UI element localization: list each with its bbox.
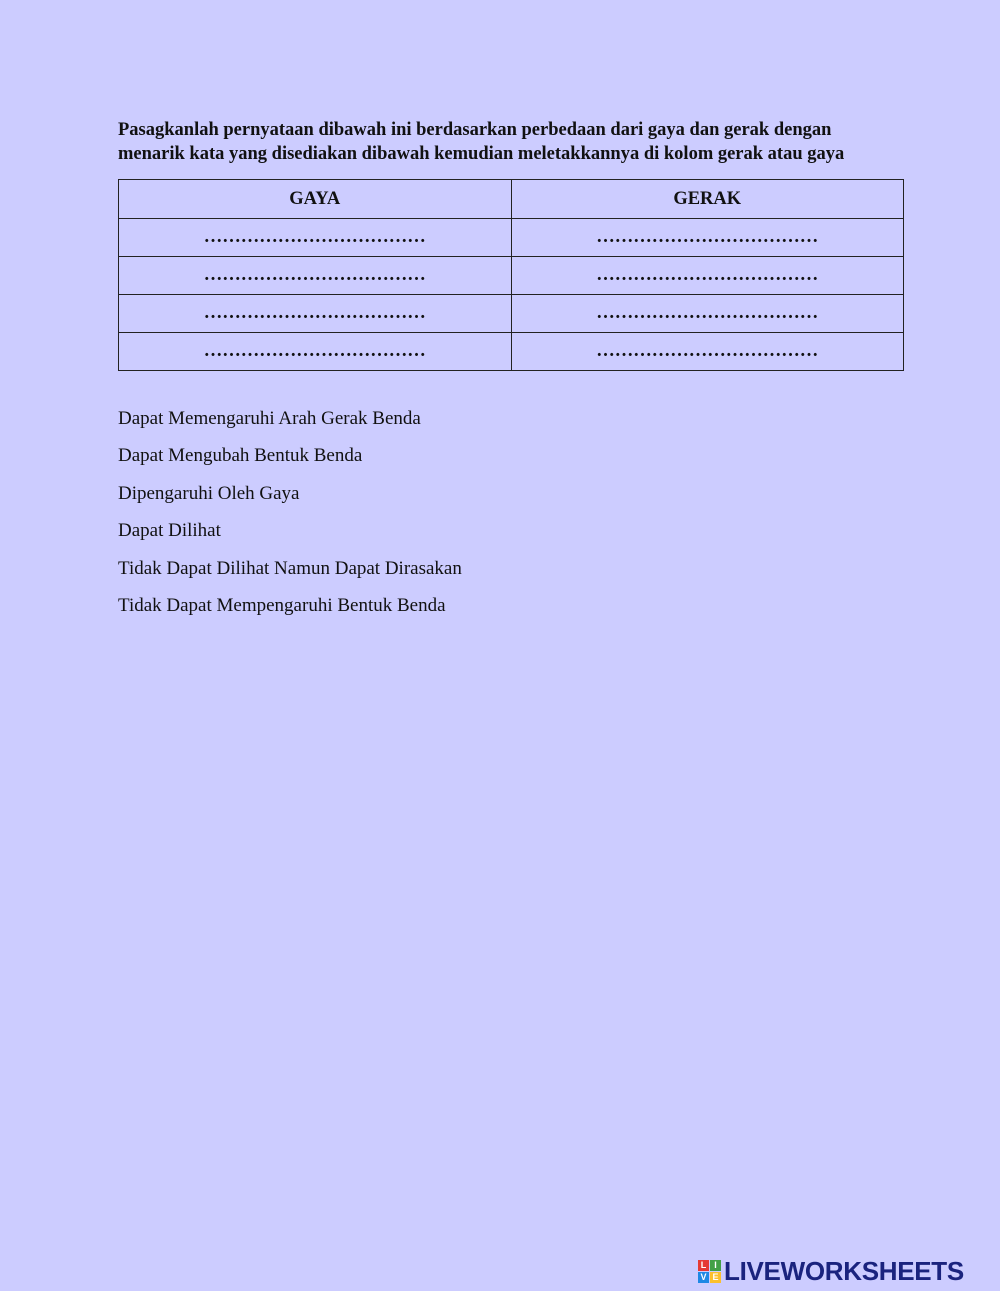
liveworksheets-logo-icon	[698, 1260, 721, 1283]
table-row	[119, 295, 904, 333]
drop-slot-gaya-4[interactable]: ………………………………	[119, 333, 512, 371]
draggable-option[interactable]: Tidak Dapat Dilihat Namun Dapat Dirasakan	[118, 557, 462, 579]
drop-slot-gerak-1[interactable]: ………………………………	[511, 219, 904, 257]
table-row	[119, 257, 904, 295]
column-header-gerak: GERAK	[511, 180, 904, 219]
drop-slot-gerak-3[interactable]: ………………………………	[511, 295, 904, 333]
brand-text: LIVEWORKSHEETS	[724, 1256, 964, 1286]
drop-slot-gaya-2[interactable]: ………………………………	[119, 257, 512, 295]
liveworksheets-brand	[698, 1258, 964, 1284]
answer-table	[118, 179, 904, 371]
logo-letter-v: V	[698, 1272, 709, 1283]
logo-letter-e: E	[710, 1272, 721, 1283]
draggable-options-list	[118, 406, 462, 630]
draggable-option[interactable]: Tidak Dapat Mempengaruhi Bentuk Benda	[118, 594, 446, 616]
table-header-row	[119, 180, 904, 219]
drop-slot-gaya-3[interactable]: ………………………………	[119, 295, 512, 333]
column-header-gaya: GAYA	[119, 180, 512, 219]
logo-letter-i: I	[710, 1260, 721, 1271]
instructions-line-2: menarik kata yang disediakan dibawah kemudian meletakkannya di kolom gerak atau gaya	[118, 144, 845, 164]
drop-slot-gerak-2[interactable]: ………………………………	[511, 257, 904, 295]
logo-letter-l: L	[698, 1260, 709, 1271]
drop-slot-gaya-1[interactable]: ………………………………	[119, 219, 512, 257]
instructions-text	[118, 118, 918, 166]
draggable-option[interactable]: Dapat Dilihat	[118, 520, 221, 542]
table-row	[119, 219, 904, 257]
table-row	[119, 333, 904, 371]
draggable-option[interactable]: Dapat Mengubah Bentuk Benda	[118, 445, 363, 467]
draggable-option[interactable]: Dapat Memengaruhi Arah Gerak Benda	[118, 408, 421, 429]
instructions-line-1: Pasagkanlah pernyataan dibawah ini berdasarkan perbedaan dari gaya dan gerak dengan	[118, 120, 832, 140]
draggable-option[interactable]: Dipengaruhi Oleh Gaya	[118, 482, 300, 504]
drop-slot-gerak-4[interactable]: ………………………………	[511, 333, 904, 371]
